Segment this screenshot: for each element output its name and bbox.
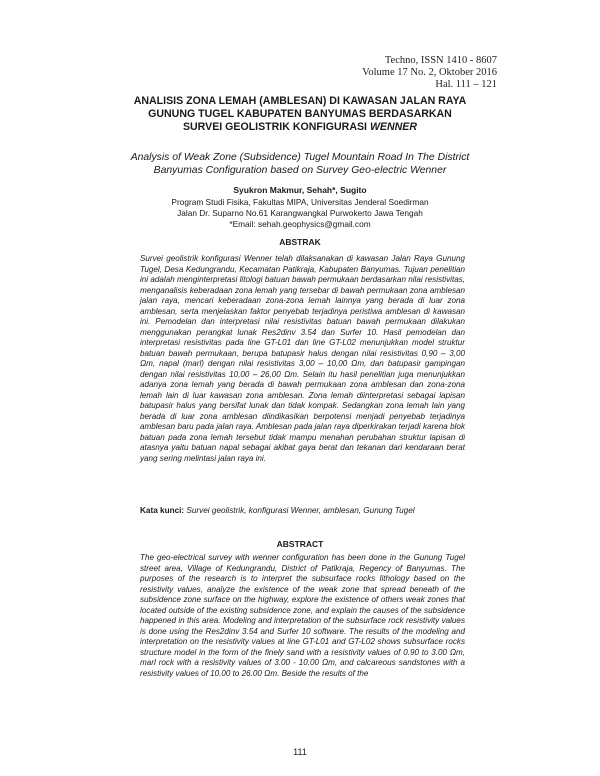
journal-issn: Techno, ISSN 1410 - 8607 bbox=[384, 55, 497, 66]
keywords-text: Survei geolistrik, konfigurasi Wenner, amblesan, Gunung Tugel bbox=[186, 506, 415, 515]
affiliation-email: *Email: sehah.geophysics@gmail.com bbox=[229, 219, 371, 229]
title-line-2: GUNUNG TUGEL KABUPATEN BANYUMAS BERDASARKAN bbox=[148, 108, 452, 120]
authors: Syukron Makmur, Sehah*, Sugito bbox=[233, 185, 367, 195]
affiliation-address: Jalan Dr. Suparno No.61 Karangwangkal Purwokerto Jawa Tengah bbox=[177, 208, 423, 218]
title-line-3 bbox=[110, 121, 490, 134]
journal-pages: Hal. 111 – 121 bbox=[435, 79, 497, 90]
abstrak-heading: ABSTRAK bbox=[279, 237, 321, 247]
affiliation-program: Program Studi Fisika, Fakultas MIPA, Universitas Jenderal Soedirman bbox=[171, 197, 429, 207]
title-line-1: ANALISIS ZONA LEMAH (AMBLESAN) DI KAWASAN JALAN RAYA bbox=[133, 95, 467, 107]
title-wenner: WENNER bbox=[369, 121, 418, 133]
journal-volume: Volume 17 No. 2, Oktober 2016 bbox=[362, 67, 497, 78]
english-title-line-2: Banyumas Configuration based on Survey Geo-electric Wenner bbox=[153, 165, 447, 176]
english-title-line-1: Analysis of Weak Zone (Subsidence) Tugel Mountain Road In The District bbox=[130, 152, 470, 163]
paper-title bbox=[110, 95, 490, 134]
title-line-3-text: SURVEI GEOLISTRIK KONFIGURASI bbox=[182, 121, 370, 133]
abstrak-text: Survei geolistrik konfigurasi Wenner telah dilaksanakan di kawasan Jalan Raya Gunung Tugel, Desa Kedungrandu, Kecamatan Patikraja, Kabupaten Banyumas. Tujuan penelitian ini adalah menginterpretasi litologi batuan bawah permukaan berdasarkan nilai resistivitas, menganalisis keberadaan zona lemah yang tersebar di bawah permukaan zona amblesan jalan raya, mencari keberadaan zona-zona lemah lainnya yang berada di luar zona amblesan, serta menjelaskan faktor penyebab terjadinya peristiwa amblesan di kawasan ini. Pemodelan dan interpretasi nilai resistivitas batuan bawah permukaan dilakukan menggunakan perangkat lunak Res2dinv 3.54 dan Surfer 10. Hasil pemodelan dan interpretasi resistivitas pada line GT-L01 dan line GT-L02 menunjukkan model struktur batuan bawah permukaan, berupa batupasir halus dengan nilai resistivitas 0,90 – 3,00 Ωm, napal (marl) dengan nilai resistivitas 3,00 – 10,00 Ωm, dan batupasir gampingan dengan nilai resistivitas 10,00 – 26,00 Ωm. Selain itu hasil penelitian juga menunjukkan adanya zona lemah yang berada di bawah permukaan zona amblesan dan zona-zona lemah lain di luar kawasan zona amblesan. Zona lemah diinterpretasi sebagai lapisan batupasir halus yang bersifat lunak dan tidak kompak. Sedangkan zona lemah lain yang berada di luar zona amblesan diindikasikan berpotensi menjadi penyebab terjadinya amblesan baru pada jalan raya. Amblesan pada jalan raya diperkirakan terjadi karena blok batuan pada zona lemah tersebut tidak mampu menahan perubahan struktur lapisan di atasnya yaitu batuan napal sebagai akibat gaya berat dan tekanan dari kendaraan berat yang sering melintasi jalan raya ini. bbox=[140, 254, 465, 463]
affiliation bbox=[110, 197, 490, 230]
abstract-text: The geo-electrical survey with wenner configuration has been done in the Gunung Tugel street area, Village of Kedungrandu, District of Patikraja, Regency of Banyumas. The purposes of the research is to interpret the subsurface rocks lithology based on the resistivity values, analyze the existence of the weak zone that spread beneath of the subsidence zone surface on the highway, explore the existence of others weak zones that located outside of the existing subsidence zone, and explain the causes of the subsidence happened in this area. Modeling and interpretation of the subsurface rock resistivity values is done using the Res2dinv 3.54 and Surfer 10 software. The results of the modeling and interpretation on the resistivity values at line GT-L01 and GT-L02 shows subsurface rocks structure model in the form of the finely sand with a resistivity values of 0.90 to 3.00 Ωm, marl rock with a resistivity values of 3.00 - 10.00 Ωm, and calcareous sandstones with a resistivity values of 10.00 to 26.00 Ωm. Beside the results of the bbox=[140, 553, 465, 678]
page-number: 111 bbox=[293, 747, 307, 757]
keywords-label: Kata kunci: bbox=[140, 506, 185, 515]
journal-info bbox=[362, 55, 497, 91]
keywords bbox=[140, 506, 470, 515]
paper-english-title bbox=[108, 151, 492, 177]
abstract-heading: ABSTRACT bbox=[276, 539, 324, 549]
